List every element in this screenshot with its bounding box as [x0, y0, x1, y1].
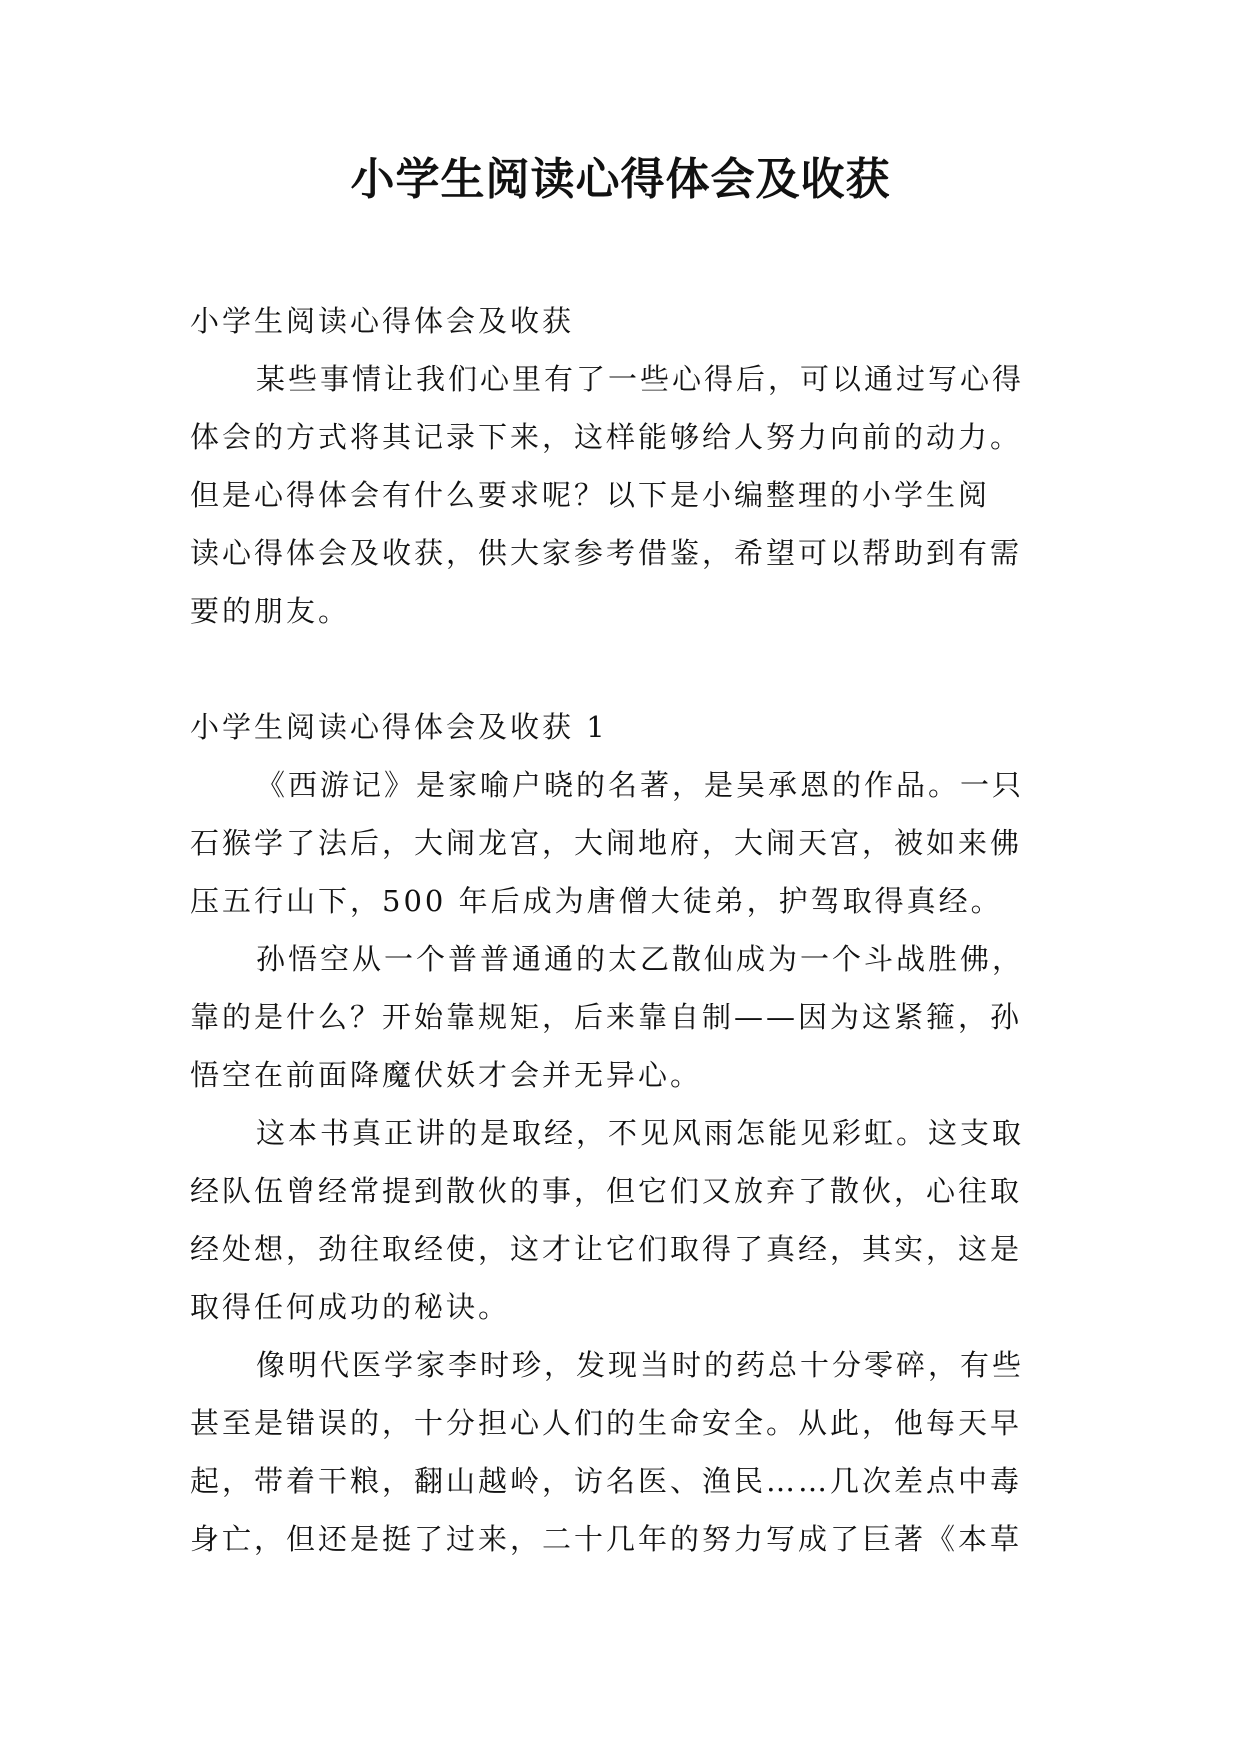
intro-heading: 小学生阅读心得体会及收获 [190, 304, 575, 338]
paragraph-line: 身亡，但还是挺了过来，二十几年的努力写成了巨著《本草 [190, 1522, 1023, 1556]
paragraph-line: 这本书真正讲的是取经，不见风雨怎能见彩虹。这支取 [256, 1116, 1025, 1150]
paragraph-line: 经处想，劲往取经使，这才让它们取得了真经，其实，这是 [190, 1232, 1023, 1266]
section1-paragraph-2 [190, 930, 1070, 1104]
paragraph-line: 压五行山下，500 年后成为唐僧大徒弟，护驾取得真经。 [190, 884, 1003, 918]
section-spacer [190, 640, 1070, 698]
paragraph-line: 取得任何成功的秘诀。 [190, 1290, 511, 1324]
intro-paragraph [190, 350, 1070, 640]
section1-paragraph-4 [190, 1336, 1070, 1568]
document-body [190, 292, 1070, 1568]
section1-paragraph-1 [190, 756, 1070, 930]
paragraph-line: 经队伍曾经常提到散伙的事，但它们又放弃了散伙，心往取 [190, 1174, 1023, 1208]
paragraph-line: 像明代医学家李时珍，发现当时的药总十分零碎，有些 [256, 1348, 1025, 1382]
paragraph-line: 《西游记》是家喻户晓的名著，是吴承恩的作品。一只 [256, 768, 1025, 802]
section1-paragraph-3 [190, 1104, 1070, 1336]
intro-line: 读心得体会及收获，供大家参考借鉴，希望可以帮助到有需 [190, 536, 1023, 570]
paragraph-line: 起，带着干粮，翻山越岭，访名医、渔民……几次差点中毒 [190, 1464, 1023, 1498]
paragraph-line: 甚至是错误的，十分担心人们的生命安全。从此，他每天早 [190, 1406, 1023, 1440]
intro-line: 要的朋友。 [190, 594, 351, 628]
paragraph-line: 石猴学了法后，大闹龙宫，大闹地府，大闹天宫，被如来佛 [190, 826, 1023, 860]
intro-line: 体会的方式将其记录下来，这样能够给人努力向前的动力。 [190, 420, 1023, 454]
paragraph-line: 孙悟空从一个普普通通的太乙散仙成为一个斗战胜佛， [256, 942, 1025, 976]
document-title: 小学生阅读心得体会及收获 [350, 154, 891, 205]
intro-line: 但是心得体会有什么要求呢？以下是小编整理的小学生阅 [190, 478, 991, 512]
paragraph-line: 悟空在前面降魔伏妖才会并无异心。 [190, 1058, 703, 1092]
section1-heading: 小学生阅读心得体会及收获 1 [190, 710, 608, 744]
intro-line: 某些事情让我们心里有了一些心得后，可以通过写心得 [256, 362, 1025, 396]
paragraph-line: 靠的是什么？开始靠规矩，后来靠自制——因为这紧箍，孙 [190, 1000, 1023, 1034]
